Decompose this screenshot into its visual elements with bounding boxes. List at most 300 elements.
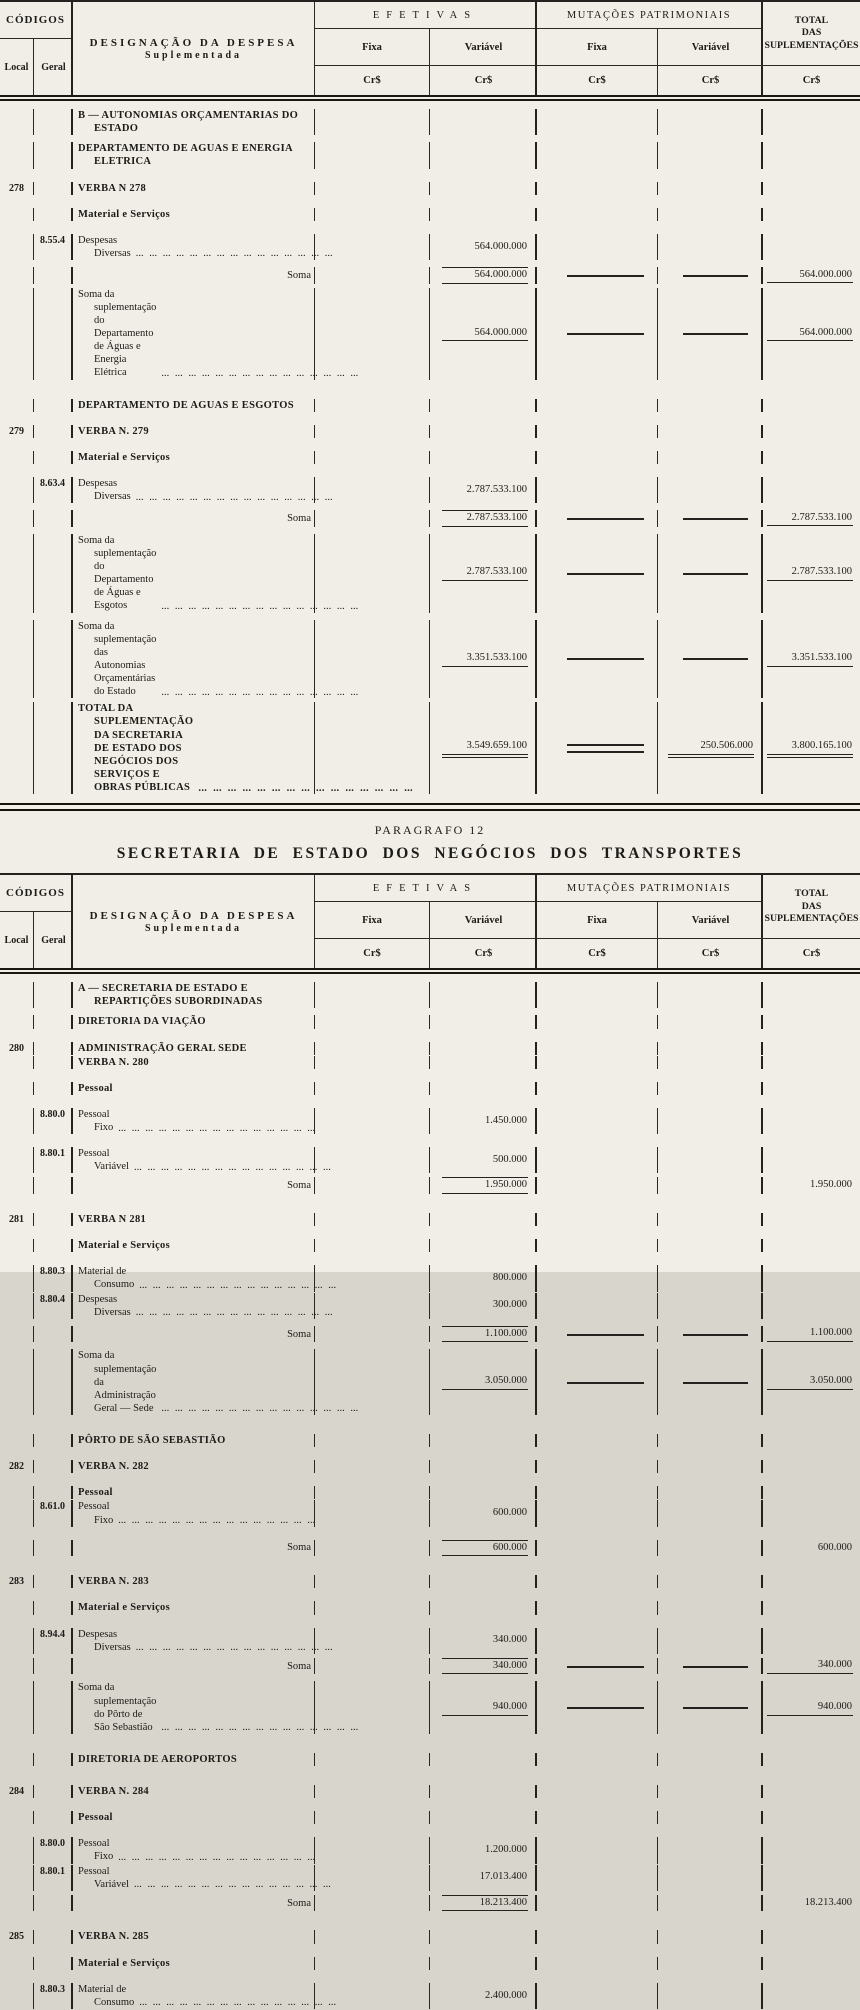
amount-ef-var	[430, 1486, 537, 1499]
column-mutacoes-fixa	[537, 29, 658, 95]
amount-value: 2.400.000	[485, 1989, 527, 2001]
table-row	[0, 510, 860, 527]
table-row	[0, 208, 860, 221]
amount-ef-fixa	[315, 1108, 430, 1134]
expense-designation	[73, 182, 315, 195]
amount-ef-var	[430, 1540, 537, 1557]
table-row	[0, 620, 860, 699]
fixa-label: Fixa	[315, 29, 429, 66]
code-local	[0, 534, 34, 613]
amount-ef-fixa	[315, 1042, 430, 1055]
expense-designation	[73, 620, 315, 699]
amount-total	[763, 1753, 860, 1766]
variavel-label: Variável	[430, 29, 537, 66]
amount-ef-fixa	[315, 267, 430, 284]
code-local	[0, 267, 34, 284]
code-geral	[34, 1239, 73, 1252]
expense-designation-text: Soma	[287, 1328, 311, 1340]
column-mutacoes-fixa	[537, 902, 658, 968]
amount-mut-var	[658, 1681, 763, 1734]
code-geral: 8.80.4	[34, 1293, 73, 1319]
amount-mut-var	[658, 1983, 763, 2009]
expense-designation-text: DEPARTAMENTO DE AGUAS E ENERGIA ELETRICA	[78, 143, 293, 168]
amount-ef-fixa	[315, 1540, 430, 1557]
amount-ef-var	[430, 1895, 537, 1912]
amount-total	[763, 1486, 860, 1499]
amount-mut-var	[658, 477, 763, 503]
amount-mut-var	[658, 510, 763, 527]
blank-amount-dash	[567, 658, 644, 660]
blank-amount-dash	[567, 751, 644, 753]
amount-ef-fixa	[315, 702, 430, 794]
expense-designation-text: Material e Serviços	[78, 1957, 170, 1969]
expense-designation-text: Pessoal Variável	[78, 1865, 129, 1890]
code-local: 285	[0, 1930, 34, 1943]
amount-value: 17.013.400	[479, 1871, 527, 1883]
expense-designation	[73, 1349, 315, 1415]
amount-ef-var	[430, 451, 537, 464]
expense-designation	[73, 1486, 315, 1499]
expense-designation	[73, 1837, 315, 1863]
code-local	[0, 1753, 34, 1766]
currency-label: Cr$	[802, 75, 821, 86]
expense-designation-text: Soma	[287, 269, 311, 281]
table-row	[0, 534, 860, 613]
amount-ef-var	[430, 510, 537, 527]
amount-mut-var	[658, 1811, 763, 1824]
expense-designation-text: VERBA N. 283	[78, 1576, 149, 1588]
amount-value: 3.800.165.100	[767, 739, 853, 758]
fixa-label: Fixa	[315, 902, 429, 939]
amount-mut-fixa	[537, 1434, 658, 1447]
code-local	[0, 1265, 34, 1291]
codigos-label: CÓDIGOS	[0, 2, 71, 39]
amount-total	[763, 702, 860, 794]
expense-designation	[73, 1108, 315, 1134]
currency-label: Cr$	[474, 948, 493, 960]
table-row	[0, 1865, 860, 1891]
amount-mut-fixa	[537, 1930, 658, 1943]
table-row	[0, 1575, 860, 1588]
code-local	[0, 1177, 34, 1194]
code-geral	[34, 1540, 73, 1557]
amount-mut-fixa	[537, 1015, 658, 1028]
amount-ef-fixa	[315, 425, 430, 438]
code-local	[0, 620, 34, 699]
designacao-sublabel: Suplementada	[144, 922, 243, 934]
code-geral	[34, 267, 73, 284]
table-row	[0, 1326, 860, 1343]
amount-mut-fixa	[537, 267, 658, 284]
amount-mut-fixa	[537, 425, 658, 438]
code-geral	[34, 399, 73, 412]
amount-total	[763, 425, 860, 438]
code-local	[0, 1540, 34, 1557]
efetivas-label: EFETIVAS	[315, 2, 535, 29]
expense-designation-text: VERBA N 278	[78, 182, 147, 194]
amount-value: 1.100.000	[767, 1326, 853, 1342]
expense-designation	[73, 1147, 315, 1173]
amount-total	[763, 1147, 860, 1173]
amount-mut-var	[658, 1785, 763, 1798]
amount-mut-var	[658, 1293, 763, 1319]
amount-total	[763, 1042, 860, 1055]
amount-total	[763, 208, 860, 221]
code-local	[0, 1837, 34, 1863]
amount-ef-var	[430, 1500, 537, 1526]
amount-total	[763, 1015, 860, 1028]
table-row	[0, 425, 860, 438]
amount-ef-fixa	[315, 477, 430, 503]
column-header-local: Local	[0, 39, 34, 95]
amount-mut-fixa	[537, 1837, 658, 1863]
code-local: 278	[0, 182, 34, 195]
amount-mut-fixa	[537, 1108, 658, 1134]
amount-mut-fixa	[537, 208, 658, 221]
blank-amount-dash	[683, 573, 748, 575]
amount-ef-fixa	[315, 1326, 430, 1343]
column-mutacoes-variavel	[658, 902, 763, 968]
amount-mut-var	[658, 1658, 763, 1675]
column-header-local: Local	[0, 912, 34, 968]
expense-designation	[73, 1865, 315, 1891]
amount-ef-var	[430, 109, 537, 135]
amount-value: 564.000.000	[442, 267, 528, 284]
blank-amount-dash	[567, 1666, 644, 1668]
expense-designation	[73, 267, 315, 284]
amount-total	[763, 109, 860, 135]
expense-designation	[73, 1540, 315, 1557]
code-local	[0, 702, 34, 794]
amount-total	[763, 1681, 860, 1734]
amount-ef-var	[430, 1957, 537, 1970]
amount-value: 564.000.000	[474, 240, 527, 252]
amount-value: 2.787.533.100	[466, 483, 527, 495]
expense-designation-text: Soma	[287, 1660, 311, 1672]
amount-ef-fixa	[315, 1349, 430, 1415]
amount-mut-fixa	[537, 1681, 658, 1734]
code-geral	[34, 620, 73, 699]
table-row	[0, 1082, 860, 1095]
amount-total	[763, 1865, 860, 1891]
column-group-efetivas	[315, 875, 537, 968]
amount-value: 340.000	[492, 1634, 527, 1646]
table-row	[0, 1983, 860, 2009]
total-label-line2: DAS	[801, 27, 822, 39]
amount-ef-var	[430, 1213, 537, 1226]
amount-mut-fixa	[537, 1460, 658, 1473]
dot-leader	[139, 1279, 336, 1292]
amount-mut-var	[658, 1486, 763, 1499]
expense-designation-text: Pessoal Fixo	[78, 1108, 114, 1134]
table-row	[0, 1239, 860, 1252]
total-label	[763, 875, 860, 939]
amount-mut-var	[658, 1865, 763, 1891]
amount-ef-var	[430, 1293, 537, 1319]
amount-mut-var	[658, 1460, 763, 1473]
code-geral: 8.94.4	[34, 1628, 73, 1654]
code-geral: 8.80.1	[34, 1147, 73, 1173]
table1-body	[0, 101, 860, 794]
amount-mut-fixa	[537, 510, 658, 527]
amount-ef-fixa	[315, 1486, 430, 1499]
amount-total	[763, 142, 860, 168]
amount-mut-fixa	[537, 1147, 658, 1173]
variavel-label: Variável	[430, 902, 537, 939]
amount-mut-var	[658, 267, 763, 284]
amount-total	[763, 399, 860, 412]
amount-mut-var	[658, 208, 763, 221]
amount-ef-var	[430, 1265, 537, 1291]
blank-amount-dash	[683, 658, 748, 660]
amount-mut-var	[658, 425, 763, 438]
expense-designation	[73, 1460, 315, 1473]
total-label-line1: TOTAL	[794, 15, 829, 27]
amount-mut-fixa	[537, 1056, 658, 1069]
code-geral: 8.61.0	[34, 1500, 73, 1526]
amount-mut-fixa	[537, 1500, 658, 1526]
dot-leader	[118, 1851, 315, 1864]
expense-designation	[73, 1930, 315, 1943]
expense-designation	[73, 1681, 315, 1734]
code-geral: 8.80.3	[34, 1983, 73, 2009]
amount-total	[763, 1326, 860, 1343]
table-row	[0, 1349, 860, 1415]
designacao-label: DESIGNAÇÃO DA DESPESA	[89, 36, 298, 49]
table-row	[0, 1108, 860, 1134]
table-row	[0, 142, 860, 168]
amount-ef-fixa	[315, 1177, 430, 1194]
expense-designation-text: DEPARTAMENTO DE AGUAS E ESGOTOS	[78, 399, 294, 411]
amount-ef-fixa	[315, 1575, 430, 1588]
code-geral	[34, 1811, 73, 1824]
blank-amount-dash	[683, 333, 748, 335]
amount-total	[763, 1108, 860, 1134]
amount-mut-fixa	[537, 1628, 658, 1654]
expense-designation-text: Soma da suplementação do Pôrto de São Sebastião	[78, 1682, 157, 1733]
amount-mut-var	[658, 1239, 763, 1252]
amount-value: 3.549.659.100	[442, 739, 528, 758]
table2-header	[0, 873, 860, 974]
amount-total	[763, 451, 860, 464]
amount-mut-fixa	[537, 1082, 658, 1095]
amount-ef-fixa	[315, 1239, 430, 1252]
expense-designation-text: VERBA N. 282	[78, 1461, 149, 1473]
amount-mut-fixa	[537, 109, 658, 135]
amount-ef-fixa	[315, 234, 430, 260]
amount-ef-fixa	[315, 620, 430, 699]
amount-value: 1.200.000	[485, 1844, 527, 1856]
expense-designation-text: DIRETORIA DE AEROPORTOS	[78, 1753, 238, 1765]
code-geral	[34, 1957, 73, 1970]
amount-value: 2.787.533.100	[442, 565, 528, 581]
table-row	[0, 1213, 860, 1226]
code-geral: 8.80.1	[34, 1865, 73, 1891]
currency-label: Cr$	[802, 948, 821, 960]
amount-ef-var	[430, 1575, 537, 1588]
blank-amount-dash	[567, 744, 644, 746]
expense-designation	[73, 1177, 315, 1194]
amount-total	[763, 1177, 860, 1194]
expense-designation	[73, 1015, 315, 1028]
column-group-efetivas	[315, 2, 537, 95]
amount-ef-var	[430, 1785, 537, 1798]
expense-designation	[73, 1811, 315, 1824]
expense-designation-text: Pessoal Fixo	[78, 1501, 114, 1526]
amount-value: 1.100.000	[442, 1326, 528, 1343]
column-header-total	[763, 2, 860, 95]
expense-designation-text: Material de Consumo	[78, 1983, 135, 2008]
expense-designation	[73, 1326, 315, 1343]
amount-ef-fixa	[315, 1460, 430, 1473]
code-geral	[34, 1575, 73, 1588]
amount-mut-var	[658, 288, 763, 380]
table-row	[0, 1601, 860, 1614]
amount-mut-var	[658, 1930, 763, 1943]
expense-designation-text: Soma	[287, 1897, 311, 1909]
total-label-line3: SUPLEMENTAÇÕES	[764, 39, 859, 51]
dot-leader	[136, 247, 333, 260]
expense-designation	[73, 702, 315, 794]
amount-ef-var	[430, 1865, 537, 1891]
blank-amount-dash	[567, 1334, 644, 1336]
amount-mut-fixa	[537, 1753, 658, 1766]
amount-total	[763, 1082, 860, 1095]
table-row	[0, 1015, 860, 1028]
code-geral	[34, 1601, 73, 1614]
amount-mut-var	[658, 1540, 763, 1557]
amount-mut-fixa	[537, 1865, 658, 1891]
expense-designation	[73, 288, 315, 380]
expense-designation-text: Soma da suplementação da Administração Geral — Sede	[78, 1350, 157, 1414]
table-row	[0, 451, 860, 464]
amount-mut-var	[658, 1056, 763, 1069]
column-header-geral: Geral	[41, 61, 66, 73]
expense-designation	[73, 1785, 315, 1798]
amount-ef-var	[430, 1147, 537, 1173]
expense-designation-text: Pessoal Variável	[78, 1148, 129, 1173]
code-local	[0, 1681, 34, 1734]
amount-ef-fixa	[315, 109, 430, 135]
amount-mut-var	[658, 182, 763, 195]
designacao-label: DESIGNAÇÃO DA DESPESA	[89, 909, 298, 922]
column-header-designacao	[73, 2, 315, 95]
amount-ef-var	[430, 425, 537, 438]
expense-designation-text: Despesas Diversas	[78, 1293, 131, 1318]
dot-leader	[136, 1306, 333, 1319]
expense-designation-text: ADMINISTRAÇÃO GERAL SEDE	[78, 1042, 247, 1054]
expense-designation	[73, 534, 315, 613]
amount-total	[763, 1575, 860, 1588]
amount-ef-var	[430, 1056, 537, 1069]
amount-mut-var	[658, 702, 763, 794]
table-row	[0, 1500, 860, 1526]
amount-ef-var	[430, 1628, 537, 1654]
amount-ef-fixa	[315, 1681, 430, 1734]
code-geral	[34, 534, 73, 613]
amount-ef-fixa	[315, 1293, 430, 1319]
code-local: 282	[0, 1460, 34, 1473]
amount-ef-var	[430, 477, 537, 503]
amount-mut-var	[658, 534, 763, 613]
expense-designation	[73, 1042, 315, 1055]
expense-designation-text: B — AUTONOMIAS ORÇAMENTARIAS DO ESTADO	[78, 110, 299, 135]
amount-mut-fixa	[537, 534, 658, 613]
code-local	[0, 1293, 34, 1319]
amount-total	[763, 1213, 860, 1226]
amount-mut-var	[658, 234, 763, 260]
amount-ef-var	[430, 288, 537, 380]
amount-value: 600.000	[442, 1540, 528, 1557]
amount-mut-var	[658, 1213, 763, 1226]
code-geral	[34, 142, 73, 168]
expense-designation-text: Material e Serviços	[78, 451, 170, 463]
amount-mut-fixa	[537, 1957, 658, 1970]
expense-designation-text: Material de Consumo	[78, 1266, 135, 1291]
expense-designation-text: Pessoal	[78, 1487, 113, 1499]
fixa-label: Fixa	[537, 29, 657, 66]
amount-value: 3.050.000	[442, 1374, 528, 1390]
amount-mut-var	[658, 1177, 763, 1194]
table-row	[0, 1930, 860, 1943]
amount-ef-fixa	[315, 1930, 430, 1943]
code-geral	[34, 1895, 73, 1912]
amount-total	[763, 267, 860, 284]
expense-designation-text: Despesas Diversas	[78, 234, 131, 259]
column-header-geral: Geral	[41, 934, 66, 946]
amount-total	[763, 1601, 860, 1614]
amount-ef-var	[430, 702, 537, 794]
amount-ef-var	[430, 1082, 537, 1095]
section-heading	[0, 811, 860, 873]
code-local	[0, 1349, 34, 1415]
code-local: 283	[0, 1575, 34, 1588]
amount-value: 564.000.000	[442, 326, 528, 342]
table-row	[0, 288, 860, 380]
amount-mut-var	[658, 1895, 763, 1912]
amount-ef-var	[430, 534, 537, 613]
code-local	[0, 1601, 34, 1614]
expense-designation	[73, 1239, 315, 1252]
amount-ef-fixa	[315, 1957, 430, 1970]
amount-ef-var	[430, 1326, 537, 1343]
currency-label: Cr$	[474, 75, 493, 86]
amount-mut-fixa	[537, 234, 658, 260]
dot-leader	[118, 1514, 315, 1527]
amount-ef-var	[430, 208, 537, 221]
amount-ef-var	[430, 1460, 537, 1473]
blank-amount-dash	[683, 1707, 748, 1709]
amount-value: 250.506.000	[668, 739, 754, 758]
column-efetivas-fixa	[315, 29, 430, 95]
column-efetivas-variavel	[430, 29, 537, 95]
amount-mut-var	[658, 399, 763, 412]
expense-designation-text: A — SECRETARIA DE ESTADO E REPARTIÇÕES SUBORDINADAS	[78, 983, 263, 1008]
code-geral	[34, 1082, 73, 1095]
amount-mut-var	[658, 982, 763, 1008]
amount-value: 340.000	[442, 1658, 528, 1675]
amount-value: 1.950.000	[810, 1179, 852, 1191]
amount-mut-fixa	[537, 1293, 658, 1319]
code-local	[0, 1865, 34, 1891]
amount-mut-fixa	[537, 1785, 658, 1798]
expense-designation	[73, 109, 315, 135]
amount-ef-fixa	[315, 208, 430, 221]
amount-value: 600.000	[817, 1541, 852, 1553]
table-row	[0, 1265, 860, 1291]
amount-ef-fixa	[315, 1500, 430, 1526]
expense-designation-text: Material e Serviços	[78, 1240, 170, 1252]
